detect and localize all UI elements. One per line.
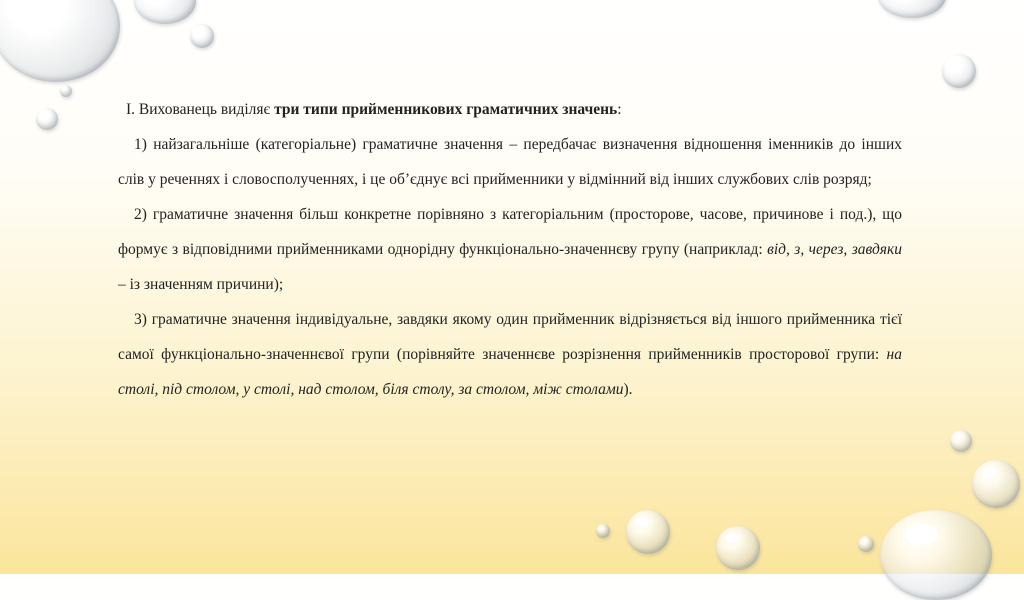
- list-item-3-text: 3) граматичне значення індивідуальне, завдяки якому один прийменник відрізняється від іншого прийменника тієї самої функціонально-значеннєвої групи (порівняйте значеннєве розрізнення прийменників просторової групи:: [118, 311, 902, 363]
- water-drop-decoration: [942, 54, 976, 88]
- water-drop-decoration: [596, 524, 610, 538]
- water-drop-decoration: [0, 0, 120, 82]
- heading-bold-text: три типи прийменникових граматичних значень: [274, 101, 618, 118]
- water-drop-decoration: [36, 108, 58, 130]
- list-item-3-ending: ).: [623, 381, 633, 398]
- water-drop-decoration: [626, 510, 670, 554]
- water-drop-decoration: [950, 430, 972, 452]
- heading-suffix: :: [617, 101, 622, 118]
- heading-prefix: I. Вихованець виділяє: [126, 101, 275, 118]
- list-item-2-examples: від, з, через, завдяки: [767, 241, 902, 258]
- water-drop-decoration: [880, 510, 992, 600]
- water-drop-decoration: [858, 536, 874, 552]
- slide-text-body: [118, 92, 902, 407]
- list-item-1: 1) найзагальніше (категоріальне) граматичне значення – передбачає визначення відношення іменників до інших слів у реченнях і словосполученнях, і це об’єднує всі прийменники у відмінний від інших службових слів розряд;: [118, 136, 902, 188]
- list-item-3: [118, 302, 902, 407]
- list-item-3-examples: на столі, під столом, у столі, над столом, біля столу, за столом, між столами: [118, 346, 902, 398]
- list-item-2-text: 2) граматичне значення більш конкретне порівняно з категоріальним (просторове, часове, причинове і под.), що формує з відповідними прийменниками однорідну функціонально-значеннєву групу (наприклад:: [118, 206, 902, 258]
- water-drop-decoration: [716, 526, 760, 570]
- water-drop-decoration: [190, 24, 214, 48]
- list-item-2: [118, 197, 902, 302]
- list-item-2-ending: – із значенням причини);: [118, 276, 284, 293]
- slide-heading: [118, 92, 902, 127]
- water-drop-decoration: [60, 85, 72, 97]
- water-drop-decoration: [134, 0, 196, 24]
- water-drop-decoration: [878, 0, 946, 18]
- water-drop-decoration: [972, 460, 1020, 508]
